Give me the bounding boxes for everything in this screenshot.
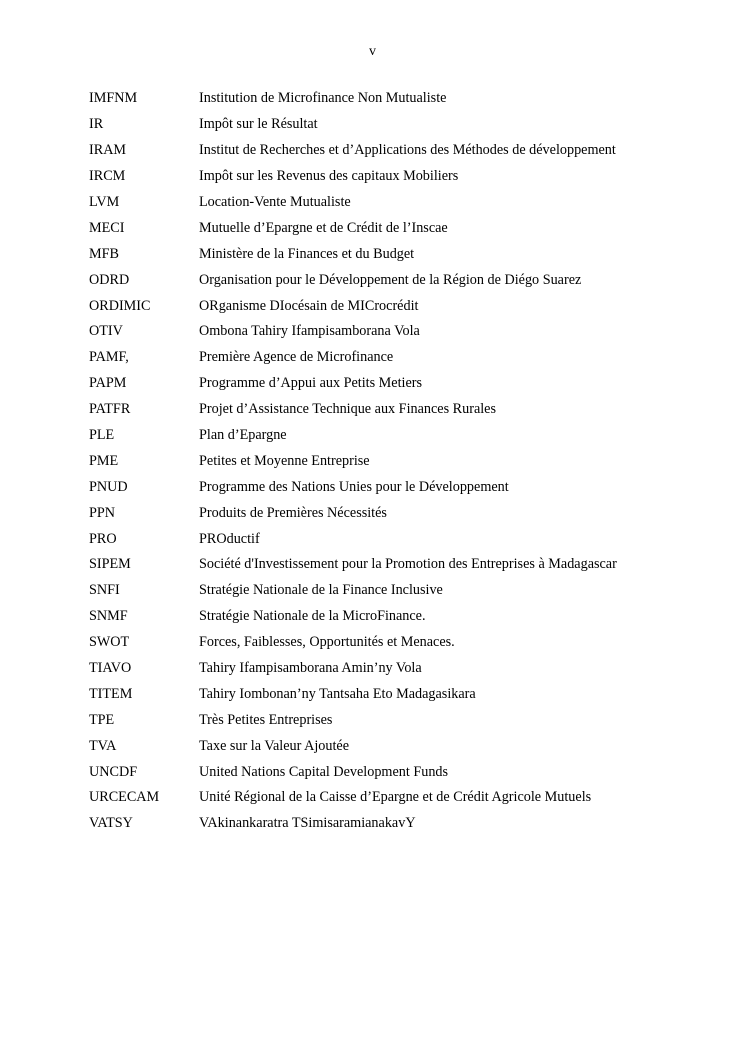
abbreviation-definition: Unité Régional de la Caisse d’Epargne et de Crédit Agricole Mutuels bbox=[199, 789, 592, 806]
abbreviation-code: SWOT bbox=[89, 634, 130, 651]
abbreviation-row bbox=[89, 371, 709, 397]
abbreviation-row bbox=[89, 86, 709, 112]
abbreviation-row bbox=[89, 319, 709, 345]
abbreviation-code: PPN bbox=[89, 504, 116, 521]
abbreviation-definition: Mutuelle d’Epargne et de Crédit de l’Inscae bbox=[199, 219, 448, 236]
abbreviation-row bbox=[89, 112, 709, 138]
abbreviation-code: UNCDF bbox=[89, 763, 138, 780]
abbreviation-definition: Impôt sur les Revenus des capitaux Mobiliers bbox=[199, 168, 459, 185]
abbreviation-definition: ORganisme DIocésain de MICrocrédit bbox=[199, 297, 419, 314]
abbreviation-definition: Ombona Tahiry Ifampisamborana Vola bbox=[199, 323, 420, 340]
abbreviation-code: IRCM bbox=[89, 168, 126, 185]
abbreviation-row bbox=[89, 164, 709, 190]
abbreviation-row bbox=[89, 656, 709, 682]
abbreviation-definition: Première Agence de Microfinance bbox=[199, 349, 394, 366]
abbreviation-definition: Institut de Recherches et d’Applications des Méthodes de développement bbox=[199, 142, 616, 159]
abbreviation-code: IMFNM bbox=[89, 90, 138, 107]
abbreviation-definition: Petites et Moyenne Entreprise bbox=[199, 452, 370, 469]
abbreviation-row bbox=[89, 267, 709, 293]
abbreviation-row bbox=[89, 293, 709, 319]
abbreviation-row bbox=[89, 448, 709, 474]
abbreviation-code: IRAM bbox=[89, 142, 127, 159]
abbreviation-definition: VAkinankaratra TSimisaramianakavY bbox=[199, 815, 416, 832]
abbreviation-definition: Plan d’Epargne bbox=[199, 427, 287, 444]
abbreviation-code: MECI bbox=[89, 219, 125, 236]
abbreviation-row bbox=[89, 552, 709, 578]
abbreviation-definition: Produits de Premières Nécessités bbox=[199, 504, 387, 521]
abbreviation-code: MFB bbox=[89, 245, 119, 262]
abbreviation-code: ODRD bbox=[89, 271, 130, 288]
abbreviation-code: TVA bbox=[89, 737, 117, 754]
abbreviation-row bbox=[89, 474, 709, 500]
abbreviation-row bbox=[89, 241, 709, 267]
abbreviation-definition: Ministère de la Finances et du Budget bbox=[199, 245, 415, 262]
abbreviation-code: VATSY bbox=[89, 815, 133, 832]
abbreviation-code: TPE bbox=[89, 711, 115, 728]
abbreviation-definition: Tahiry Iombonan’ny Tantsaha Eto Madagasikara bbox=[199, 685, 476, 702]
abbreviation-code: SNMF bbox=[89, 608, 128, 625]
abbreviation-row bbox=[89, 604, 709, 630]
abbreviation-definition: Stratégie Nationale de la Finance Inclusive bbox=[199, 582, 443, 599]
abbreviation-code: IR bbox=[89, 116, 104, 133]
abbreviation-row bbox=[89, 397, 709, 423]
abbreviation-code: PNUD bbox=[89, 478, 128, 495]
abbreviation-definition: Programme des Nations Unies pour le Développement bbox=[199, 478, 509, 495]
abbreviation-row bbox=[89, 526, 709, 552]
abbreviation-definition: Location-Vente Mutualiste bbox=[199, 194, 351, 210]
abbreviation-definition: Société d'Investissement pour la Promotion des Entreprises à Madagascar bbox=[199, 556, 617, 573]
abbreviation-code: SIPEM bbox=[89, 556, 131, 573]
abbreviation-definition: Stratégie Nationale de la MicroFinance. bbox=[199, 608, 426, 625]
abbreviation-code: URCECAM bbox=[89, 789, 160, 806]
abbreviation-code: SNFI bbox=[89, 582, 120, 599]
abbreviation-code: PAMF, bbox=[89, 349, 129, 366]
abbreviation-code: PATFR bbox=[89, 401, 131, 418]
abbreviation-definition: PROductif bbox=[199, 530, 260, 547]
abbreviation-code: OTIV bbox=[89, 323, 123, 340]
abbreviation-definition: Organisation pour le Développement de la Région de Diégo Suarez bbox=[199, 271, 582, 288]
abbreviation-definition: Institution de Microfinance Non Mutualiste bbox=[199, 90, 447, 107]
abbreviation-row bbox=[89, 630, 709, 656]
abbreviation-definition: Tahiry Ifampisamborana Amin’ny Vola bbox=[199, 660, 422, 677]
abbreviation-definition: Impôt sur le Résultat bbox=[199, 116, 318, 133]
abbreviation-list bbox=[89, 86, 709, 837]
abbreviation-row bbox=[89, 785, 709, 811]
abbreviation-definition: Taxe sur la Valeur Ajoutée bbox=[199, 737, 350, 754]
abbreviation-code: PRO bbox=[89, 530, 117, 547]
abbreviation-definition: Très Petites Entreprises bbox=[199, 711, 333, 728]
abbreviation-definition: United Nations Capital Development Funds bbox=[199, 763, 449, 780]
abbreviation-row bbox=[89, 190, 709, 216]
abbreviation-code: PAPM bbox=[89, 375, 127, 392]
abbreviation-code: PLE bbox=[89, 427, 115, 444]
abbreviation-row bbox=[89, 138, 709, 164]
abbreviation-row bbox=[89, 681, 709, 707]
page-number: v bbox=[369, 44, 376, 59]
abbreviation-row bbox=[89, 707, 709, 733]
abbreviation-code: TITEM bbox=[89, 685, 133, 702]
abbreviation-row bbox=[89, 345, 709, 371]
abbreviation-row bbox=[89, 423, 709, 449]
abbreviation-code: ORDIMIC bbox=[89, 297, 151, 314]
abbreviation-row bbox=[89, 733, 709, 759]
abbreviation-code: PME bbox=[89, 452, 119, 469]
abbreviation-row bbox=[89, 500, 709, 526]
abbreviation-definition: Forces, Faiblesses, Opportunités et Menaces. bbox=[199, 634, 455, 651]
abbreviation-row bbox=[89, 578, 709, 604]
abbreviation-code: LVM bbox=[89, 194, 120, 210]
abbreviation-code: TIAVO bbox=[89, 660, 132, 677]
abbreviation-definition: Projet d’Assistance Technique aux Finances Rurales bbox=[199, 401, 497, 418]
abbreviation-row bbox=[89, 215, 709, 241]
abbreviation-row bbox=[89, 759, 709, 785]
abbreviation-definition: Programme d’Appui aux Petits Metiers bbox=[199, 375, 423, 392]
abbreviation-row bbox=[89, 811, 709, 837]
